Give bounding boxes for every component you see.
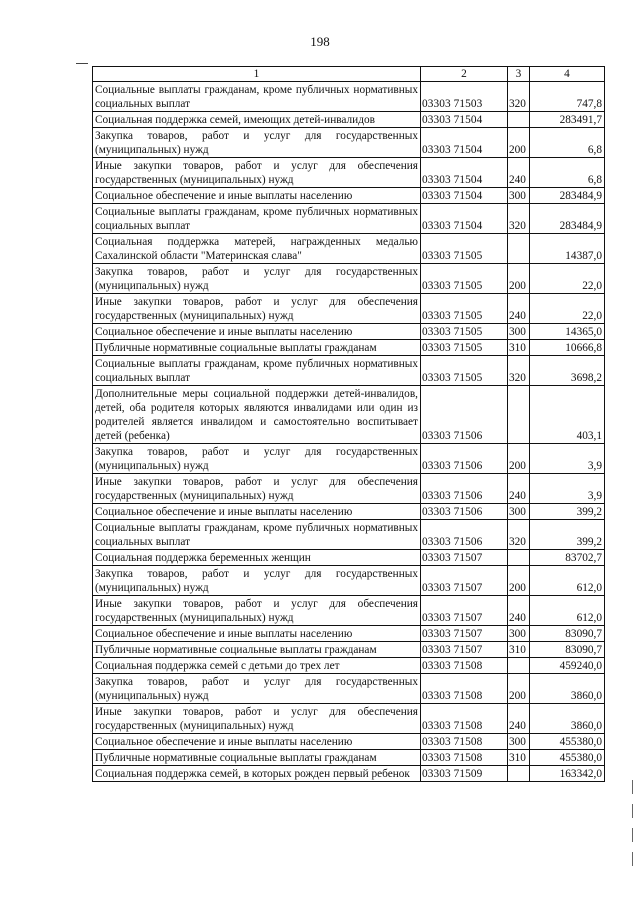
row-code: 03303 71507 (421, 626, 508, 642)
header-col-4: 4 (530, 67, 605, 82)
row-code: 03303 71505 (421, 234, 508, 264)
row-code: 03303 71506 (421, 474, 508, 504)
row-amount: 14387,0 (530, 234, 605, 264)
row-code: 03303 71506 (421, 444, 508, 474)
row-expense-type: 240 (508, 294, 530, 324)
row-expense-type (508, 550, 530, 566)
table-row (93, 340, 605, 356)
row-amount: 22,0 (530, 294, 605, 324)
row-expense-type: 240 (508, 596, 530, 626)
row-expense-type: 320 (508, 520, 530, 550)
row-description: Закупка товаров, работ и услуг для государственных (муниципальных) нужд (93, 444, 421, 474)
header-col-1: 1 (93, 67, 421, 82)
row-amount: 83090,7 (530, 642, 605, 658)
row-code: 03303 71506 (421, 386, 508, 444)
row-amount: 283484,9 (530, 204, 605, 234)
row-description: Публичные нормативные социальные выплаты гражданам (93, 750, 421, 766)
row-expense-type (508, 766, 530, 782)
row-amount: 3860,0 (530, 674, 605, 704)
row-description: Публичные нормативные социальные выплаты гражданам (93, 340, 421, 356)
row-code: 03303 71508 (421, 658, 508, 674)
row-amount: 283484,9 (530, 188, 605, 204)
row-code: 03303 71509 (421, 766, 508, 782)
table-header-row (93, 67, 605, 82)
row-code: 03303 71508 (421, 750, 508, 766)
row-amount: 3,9 (530, 474, 605, 504)
row-code: 03303 71504 (421, 188, 508, 204)
row-description: Закупка товаров, работ и услуг для государственных (муниципальных) нужд (93, 128, 421, 158)
table-row (93, 188, 605, 204)
table-row (93, 356, 605, 386)
row-code: 03303 71507 (421, 642, 508, 658)
table-row (93, 520, 605, 550)
row-amount: 403,1 (530, 386, 605, 444)
table-row (93, 444, 605, 474)
row-code: 03303 71505 (421, 264, 508, 294)
row-code: 03303 71505 (421, 356, 508, 386)
table-row (93, 158, 605, 188)
row-code: 03303 71504 (421, 204, 508, 234)
row-amount: 455380,0 (530, 734, 605, 750)
row-description: Иные закупки товаров, работ и услуг для обеспечения государственных (муниципальных) нужд (93, 596, 421, 626)
row-expense-type: 310 (508, 340, 530, 356)
table-row (93, 658, 605, 674)
row-description: Социальная поддержка семей, имеющих детей-инвалидов (93, 112, 421, 128)
row-description: Социальная поддержка семей, в которых рожден первый ребенок (93, 766, 421, 782)
row-description: Социальная поддержка беременных женщин (93, 550, 421, 566)
row-expense-type: 310 (508, 750, 530, 766)
row-code: 03303 71505 (421, 340, 508, 356)
row-expense-type: 300 (508, 734, 530, 750)
row-code: 03303 71503 (421, 82, 508, 112)
row-expense-type: 310 (508, 642, 530, 658)
row-expense-type: 200 (508, 264, 530, 294)
row-code: 03303 71504 (421, 112, 508, 128)
table-row (93, 596, 605, 626)
row-code: 03303 71506 (421, 520, 508, 550)
row-expense-type (508, 112, 530, 128)
row-code: 03303 71508 (421, 674, 508, 704)
row-amount: 3,9 (530, 444, 605, 474)
table-row (93, 504, 605, 520)
table-body (93, 82, 605, 782)
row-expense-type: 320 (508, 204, 530, 234)
row-description: Социальное обеспечение и иные выплаты населению (93, 626, 421, 642)
row-expense-type: 300 (508, 324, 530, 340)
row-code: 03303 71507 (421, 566, 508, 596)
row-description: Социальные выплаты гражданам, кроме публичных нормативных социальных выплат (93, 204, 421, 234)
row-description: Иные закупки товаров, работ и услуг для обеспечения государственных (муниципальных) нужд (93, 474, 421, 504)
table-row (93, 566, 605, 596)
row-code: 03303 71507 (421, 550, 508, 566)
header-col-3: 3 (508, 67, 530, 82)
row-expense-type: 240 (508, 704, 530, 734)
row-expense-type (508, 386, 530, 444)
row-code: 03303 71506 (421, 504, 508, 520)
row-description: Социальное обеспечение и иные выплаты населению (93, 734, 421, 750)
table-row (93, 642, 605, 658)
row-description: Социальные выплаты гражданам, кроме публичных нормативных социальных выплат (93, 82, 421, 112)
row-amount: 283491,7 (530, 112, 605, 128)
table-row (93, 766, 605, 782)
table-row (93, 234, 605, 264)
row-description: Социальные выплаты гражданам, кроме публичных нормативных социальных выплат (93, 520, 421, 550)
table-row (93, 704, 605, 734)
row-description: Иные закупки товаров, работ и услуг для обеспечения государственных (муниципальных) нужд (93, 704, 421, 734)
margin-mark (76, 63, 88, 64)
row-description: Социальная поддержка семей с детьми до трех лет (93, 658, 421, 674)
row-amount: 10666,8 (530, 340, 605, 356)
row-description: Иные закупки товаров, работ и услуг для обеспечения государственных (муниципальных) нужд (93, 158, 421, 188)
row-description: Социальные выплаты гражданам, кроме публичных нормативных социальных выплат (93, 356, 421, 386)
row-amount: 455380,0 (530, 750, 605, 766)
row-expense-type: 320 (508, 82, 530, 112)
table-row (93, 294, 605, 324)
row-expense-type: 300 (508, 188, 530, 204)
table-row (93, 112, 605, 128)
table-row (93, 264, 605, 294)
row-amount: 399,2 (530, 520, 605, 550)
row-amount: 399,2 (530, 504, 605, 520)
row-amount: 6,8 (530, 158, 605, 188)
row-amount: 6,8 (530, 128, 605, 158)
row-description: Дополнительные меры социальной поддержки детей-инвалидов, детей, оба родителя которых являются инвалидами или один из родителей является инвалидом и самостоятельно воспитывает детей (ребенка) (93, 386, 421, 444)
table-row (93, 82, 605, 112)
table-row (93, 324, 605, 340)
row-expense-type: 300 (508, 504, 530, 520)
row-description: Социальное обеспечение и иные выплаты населению (93, 324, 421, 340)
budget-table (92, 66, 605, 782)
row-code: 03303 71504 (421, 158, 508, 188)
row-amount: 3698,2 (530, 356, 605, 386)
table-row (93, 204, 605, 234)
row-description: Закупка товаров, работ и услуг для государственных (муниципальных) нужд (93, 674, 421, 704)
row-description: Закупка товаров, работ и услуг для государственных (муниципальных) нужд (93, 566, 421, 596)
row-amount: 163342,0 (530, 766, 605, 782)
table-row (93, 128, 605, 158)
row-description: Публичные нормативные социальные выплаты гражданам (93, 642, 421, 658)
table-row (93, 550, 605, 566)
row-code: 03303 71505 (421, 324, 508, 340)
row-expense-type: 300 (508, 626, 530, 642)
row-expense-type (508, 658, 530, 674)
row-expense-type: 200 (508, 674, 530, 704)
table-row (93, 674, 605, 704)
row-expense-type (508, 234, 530, 264)
row-description: Социальное обеспечение и иные выплаты населению (93, 504, 421, 520)
row-expense-type: 200 (508, 566, 530, 596)
header-col-2: 2 (421, 67, 508, 82)
row-description: Иные закупки товаров, работ и услуг для обеспечения государственных (муниципальных) нужд (93, 294, 421, 324)
table-row (93, 386, 605, 444)
row-expense-type: 200 (508, 128, 530, 158)
row-amount: 612,0 (530, 596, 605, 626)
table-row (93, 474, 605, 504)
row-expense-type: 320 (508, 356, 530, 386)
row-expense-type: 240 (508, 474, 530, 504)
row-expense-type: 200 (508, 444, 530, 474)
row-code: 03303 71507 (421, 596, 508, 626)
row-amount: 3860,0 (530, 704, 605, 734)
row-amount: 14365,0 (530, 324, 605, 340)
row-description: Социальное обеспечение и иные выплаты населению (93, 188, 421, 204)
row-amount: 83702,7 (530, 550, 605, 566)
row-code: 03303 71504 (421, 128, 508, 158)
row-amount: 612,0 (530, 566, 605, 596)
row-amount: 747,8 (530, 82, 605, 112)
page-number: 198 (310, 34, 330, 49)
table-row (93, 626, 605, 642)
row-code: 03303 71508 (421, 734, 508, 750)
row-description: Социальная поддержка матерей, награжденных медалью Сахалинской области "Материнская слава" (93, 234, 421, 264)
row-amount: 459240,0 (530, 658, 605, 674)
row-expense-type: 240 (508, 158, 530, 188)
margin-marks-right (632, 780, 634, 880)
row-amount: 83090,7 (530, 626, 605, 642)
row-amount: 22,0 (530, 264, 605, 294)
table-row (93, 750, 605, 766)
table-row (93, 734, 605, 750)
row-description: Закупка товаров, работ и услуг для государственных (муниципальных) нужд (93, 264, 421, 294)
row-code: 03303 71508 (421, 704, 508, 734)
row-code: 03303 71505 (421, 294, 508, 324)
